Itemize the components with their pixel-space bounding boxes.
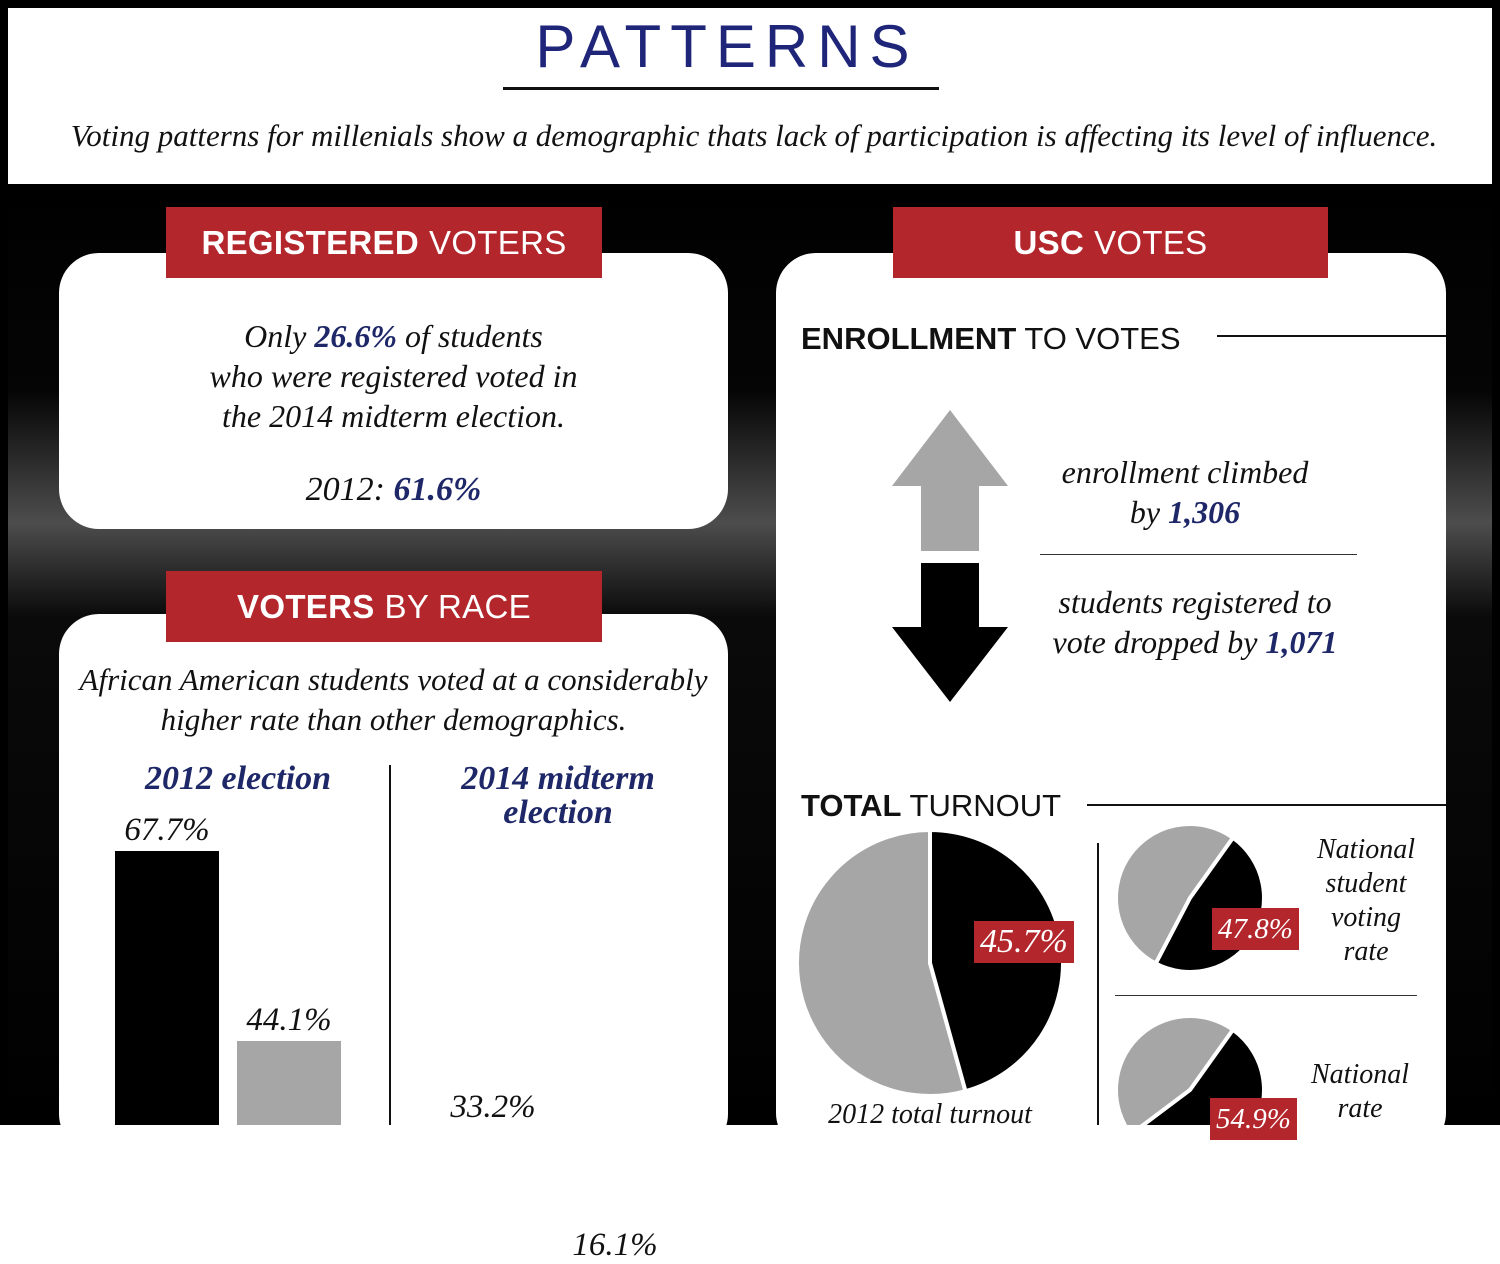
heading-rest: TURNOUT (909, 788, 1062, 823)
banner-rest: VOTERS (429, 223, 567, 261)
registered-line-2: who were registered voted in (209, 358, 578, 394)
banner-rest: VOTES (1094, 223, 1208, 261)
bar-chart-2014-title: 2014 midterm election (461, 760, 655, 831)
registration-value: 1,071 (1265, 624, 1338, 660)
page-title: PATTERNS (535, 13, 919, 80)
bar-value-label: 16.1% (572, 1226, 658, 1263)
banner-bold: REGISTERED (201, 223, 420, 261)
pie-value-label: 54.9% (1210, 1098, 1297, 1140)
caption-line: National (1310, 1059, 1409, 1090)
banner-rest: BY RACE (384, 587, 531, 625)
enrollment-line-1: enrollment climbed (1061, 454, 1309, 490)
registration-line-1: students registered to (1058, 584, 1332, 620)
banner-bold: USC (1013, 223, 1085, 261)
caption-line: student (1325, 868, 1407, 899)
heading-bold: ENROLLMENT (801, 321, 1017, 356)
pie-value-label: 47.8% (1212, 908, 1299, 950)
text-fragment: vote dropped by (1052, 624, 1258, 660)
prev-label: 2012: (305, 471, 385, 508)
bar-value-label: 44.1% (246, 1001, 332, 1038)
race-description-line-2: higher rate than other demographics. (160, 702, 627, 737)
text-fragment: Only (244, 318, 307, 354)
text-fragment: by (1129, 494, 1161, 530)
caption-line: voting (1331, 902, 1401, 933)
prev-pct: 61.6% (393, 471, 482, 508)
pie2-caption (1296, 833, 1436, 969)
text-fragment: of students (405, 318, 543, 354)
race-description-line-1: African American students voted at a considerably (79, 662, 708, 697)
caption-line: rate (1337, 1093, 1383, 1124)
heading-rest: TO VOTES (1024, 321, 1181, 356)
registered-pct: 26.6% (314, 318, 398, 354)
banner-bold: VOTERS (237, 587, 375, 625)
bar-value-label: 33.2% (450, 1089, 536, 1126)
heading-bold: TOTAL (801, 788, 902, 823)
enrollment-value: 1,306 (1168, 494, 1241, 530)
registered-line-3: the 2014 midterm election. (221, 398, 566, 434)
page-subtitle: Voting patterns for millenials show a demographic thats lack of participation is affecting its level of influence. (70, 118, 1438, 153)
pie3-caption (1290, 1058, 1430, 1126)
main-pie-caption: 2012 total turnout (828, 1099, 1032, 1130)
caption-line: National (1316, 834, 1415, 865)
pie-value-label: 45.7% (974, 921, 1074, 963)
bar-chart-2012-title: 2012 election (144, 760, 332, 797)
caption-line: rate (1343, 936, 1389, 967)
bar-value-label: 67.7% (124, 812, 210, 849)
